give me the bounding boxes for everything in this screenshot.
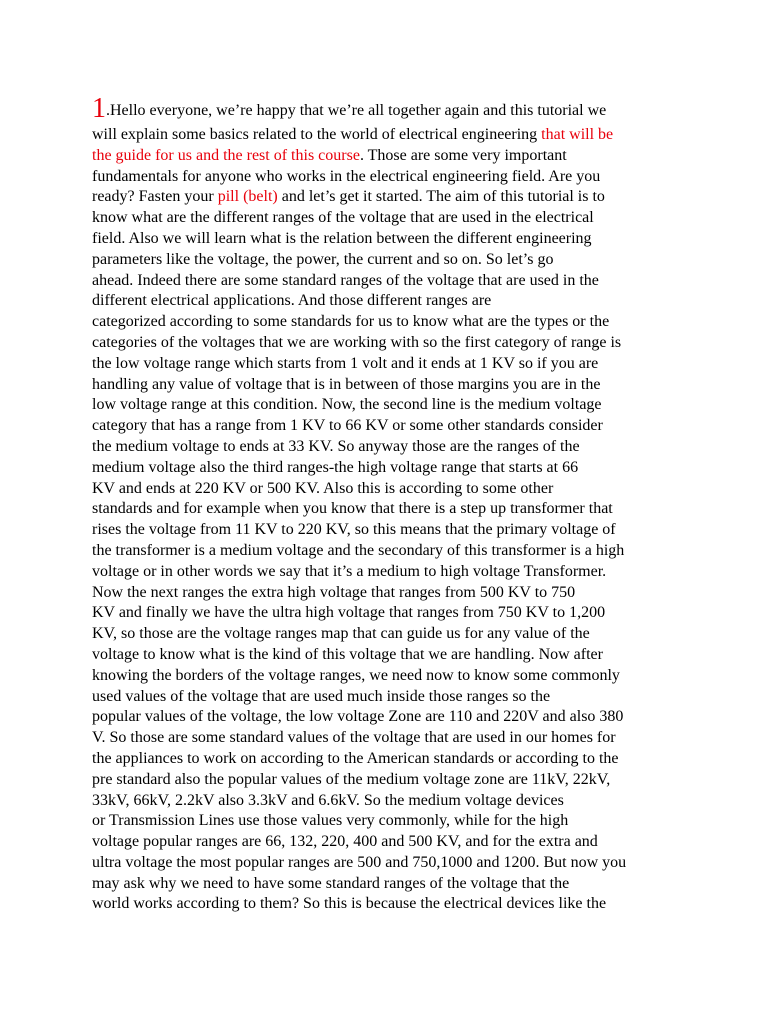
text-line: Now the next ranges the extra high voltage that ranges from 500 KV to 750 [92, 583, 576, 601]
text-line: may ask why we need to have some standard ranges of the voltage that the [92, 874, 570, 892]
text-segment: ready? Fasten your [92, 188, 218, 206]
text-line: pre standard also the popular values of the medium voltage zone are 11kV, 22kV, [92, 770, 611, 788]
text-line: rises the voltage from 11 KV to 220 KV, so this means that the primary voltage of [92, 521, 616, 539]
text-line: medium voltage also the third ranges-the high voltage range that starts at 66 [92, 458, 579, 476]
text-line: handling any value of voltage that is in between of those margins you are in the [92, 375, 601, 393]
highlighted-text: the guide for us and the rest of this course [92, 146, 360, 164]
text-segment: .Hello everyone, we’re happy that we’re all together again and this tutorial we [106, 102, 607, 119]
text-line: voltage or in other words we say that it’s a medium to high voltage Transformer. [92, 562, 607, 580]
text-line: V. So those are some standard values of the voltage that are used in our homes for [92, 729, 616, 747]
text-line [92, 187, 692, 208]
text-line: 33kV, 66kV, 2.2kV also 3.3kV and 6.6kV. So the medium voltage devices [92, 791, 564, 809]
text-line: or Transmission Lines use those values very commonly, while for the high [92, 812, 569, 830]
text-line: used values of the voltage that are used much inside those ranges so the [92, 687, 551, 705]
text-line: standards and for example when you know that there is a step up transformer that [92, 500, 613, 518]
text-line: KV and finally we have the ultra high voltage that ranges from 750 KV to 1,200 [92, 604, 606, 622]
text-line: ultra voltage the most popular ranges are 500 and 750,1000 and 1200. But now you [92, 853, 627, 871]
text-line: parameters like the voltage, the power, the current and so on. So let’s go [92, 250, 554, 268]
text-line [92, 93, 692, 125]
text-line: popular values of the voltage, the low voltage Zone are 110 and 220V and also 380 [92, 708, 624, 726]
text-line: category that has a range from 1 KV to 66 KV or some other standards consider [92, 417, 603, 435]
text-line: the medium voltage to ends at 33 KV. So anyway those are the ranges of the [92, 437, 580, 455]
text-line [92, 125, 692, 146]
text-segment: will explain some basics related to the world of electrical engineering [92, 126, 542, 143]
text-line: low voltage range at this condition. Now, the second line is the medium voltage [92, 396, 602, 414]
text-line: categorized according to some standards for us to know what are the types or the [92, 313, 610, 331]
text-line: field. Also we will learn what is the relation between the different engineering [92, 229, 592, 247]
document-page [92, 93, 692, 915]
text-line: KV and ends at 220 KV or 500 KV. Also this is according to some other [92, 479, 554, 497]
text-line: different electrical applications. And those different ranges are [92, 292, 492, 310]
text-line: voltage to know what is the kind of this voltage that we are handling. Now after [92, 645, 603, 663]
text-line: world works according to them? So this is because the electrical devices like the [92, 895, 607, 913]
text-line: KV, so those are the voltage ranges map that can guide us for any value of the [92, 625, 590, 643]
text-line [92, 146, 692, 167]
paragraph-number: 1 [92, 93, 106, 124]
text-line: know what are the different ranges of the voltage that are used in the electrical [92, 209, 594, 227]
highlighted-text: pill (belt) [217, 188, 278, 206]
text-line: the transformer is a medium voltage and the secondary of this transformer is a high [92, 541, 625, 559]
text-line: the low voltage range which starts from 1 volt and it ends at 1 KV so if you are [92, 354, 599, 372]
highlighted-text: that will be [541, 126, 614, 143]
text-line: the appliances to work on according to the American standards or according to the [92, 749, 619, 767]
text-line: categories of the voltages that we are working with so the first category of range is [92, 333, 622, 351]
text-segment: . Those are some very important [359, 146, 567, 164]
text-segment: and let’s get it started. The aim of this tutorial is to [277, 188, 605, 206]
text-line: voltage popular ranges are 66, 132, 220, 400 and 500 KV, and for the extra and [92, 833, 598, 851]
text-line: fundamentals for anyone who works in the electrical engineering field. Are you [92, 167, 601, 185]
text-line: ahead. Indeed there are some standard ranges of the voltage that are used in the [92, 271, 599, 289]
text-line: knowing the borders of the voltage ranges, we need now to know some commonly [92, 666, 620, 684]
